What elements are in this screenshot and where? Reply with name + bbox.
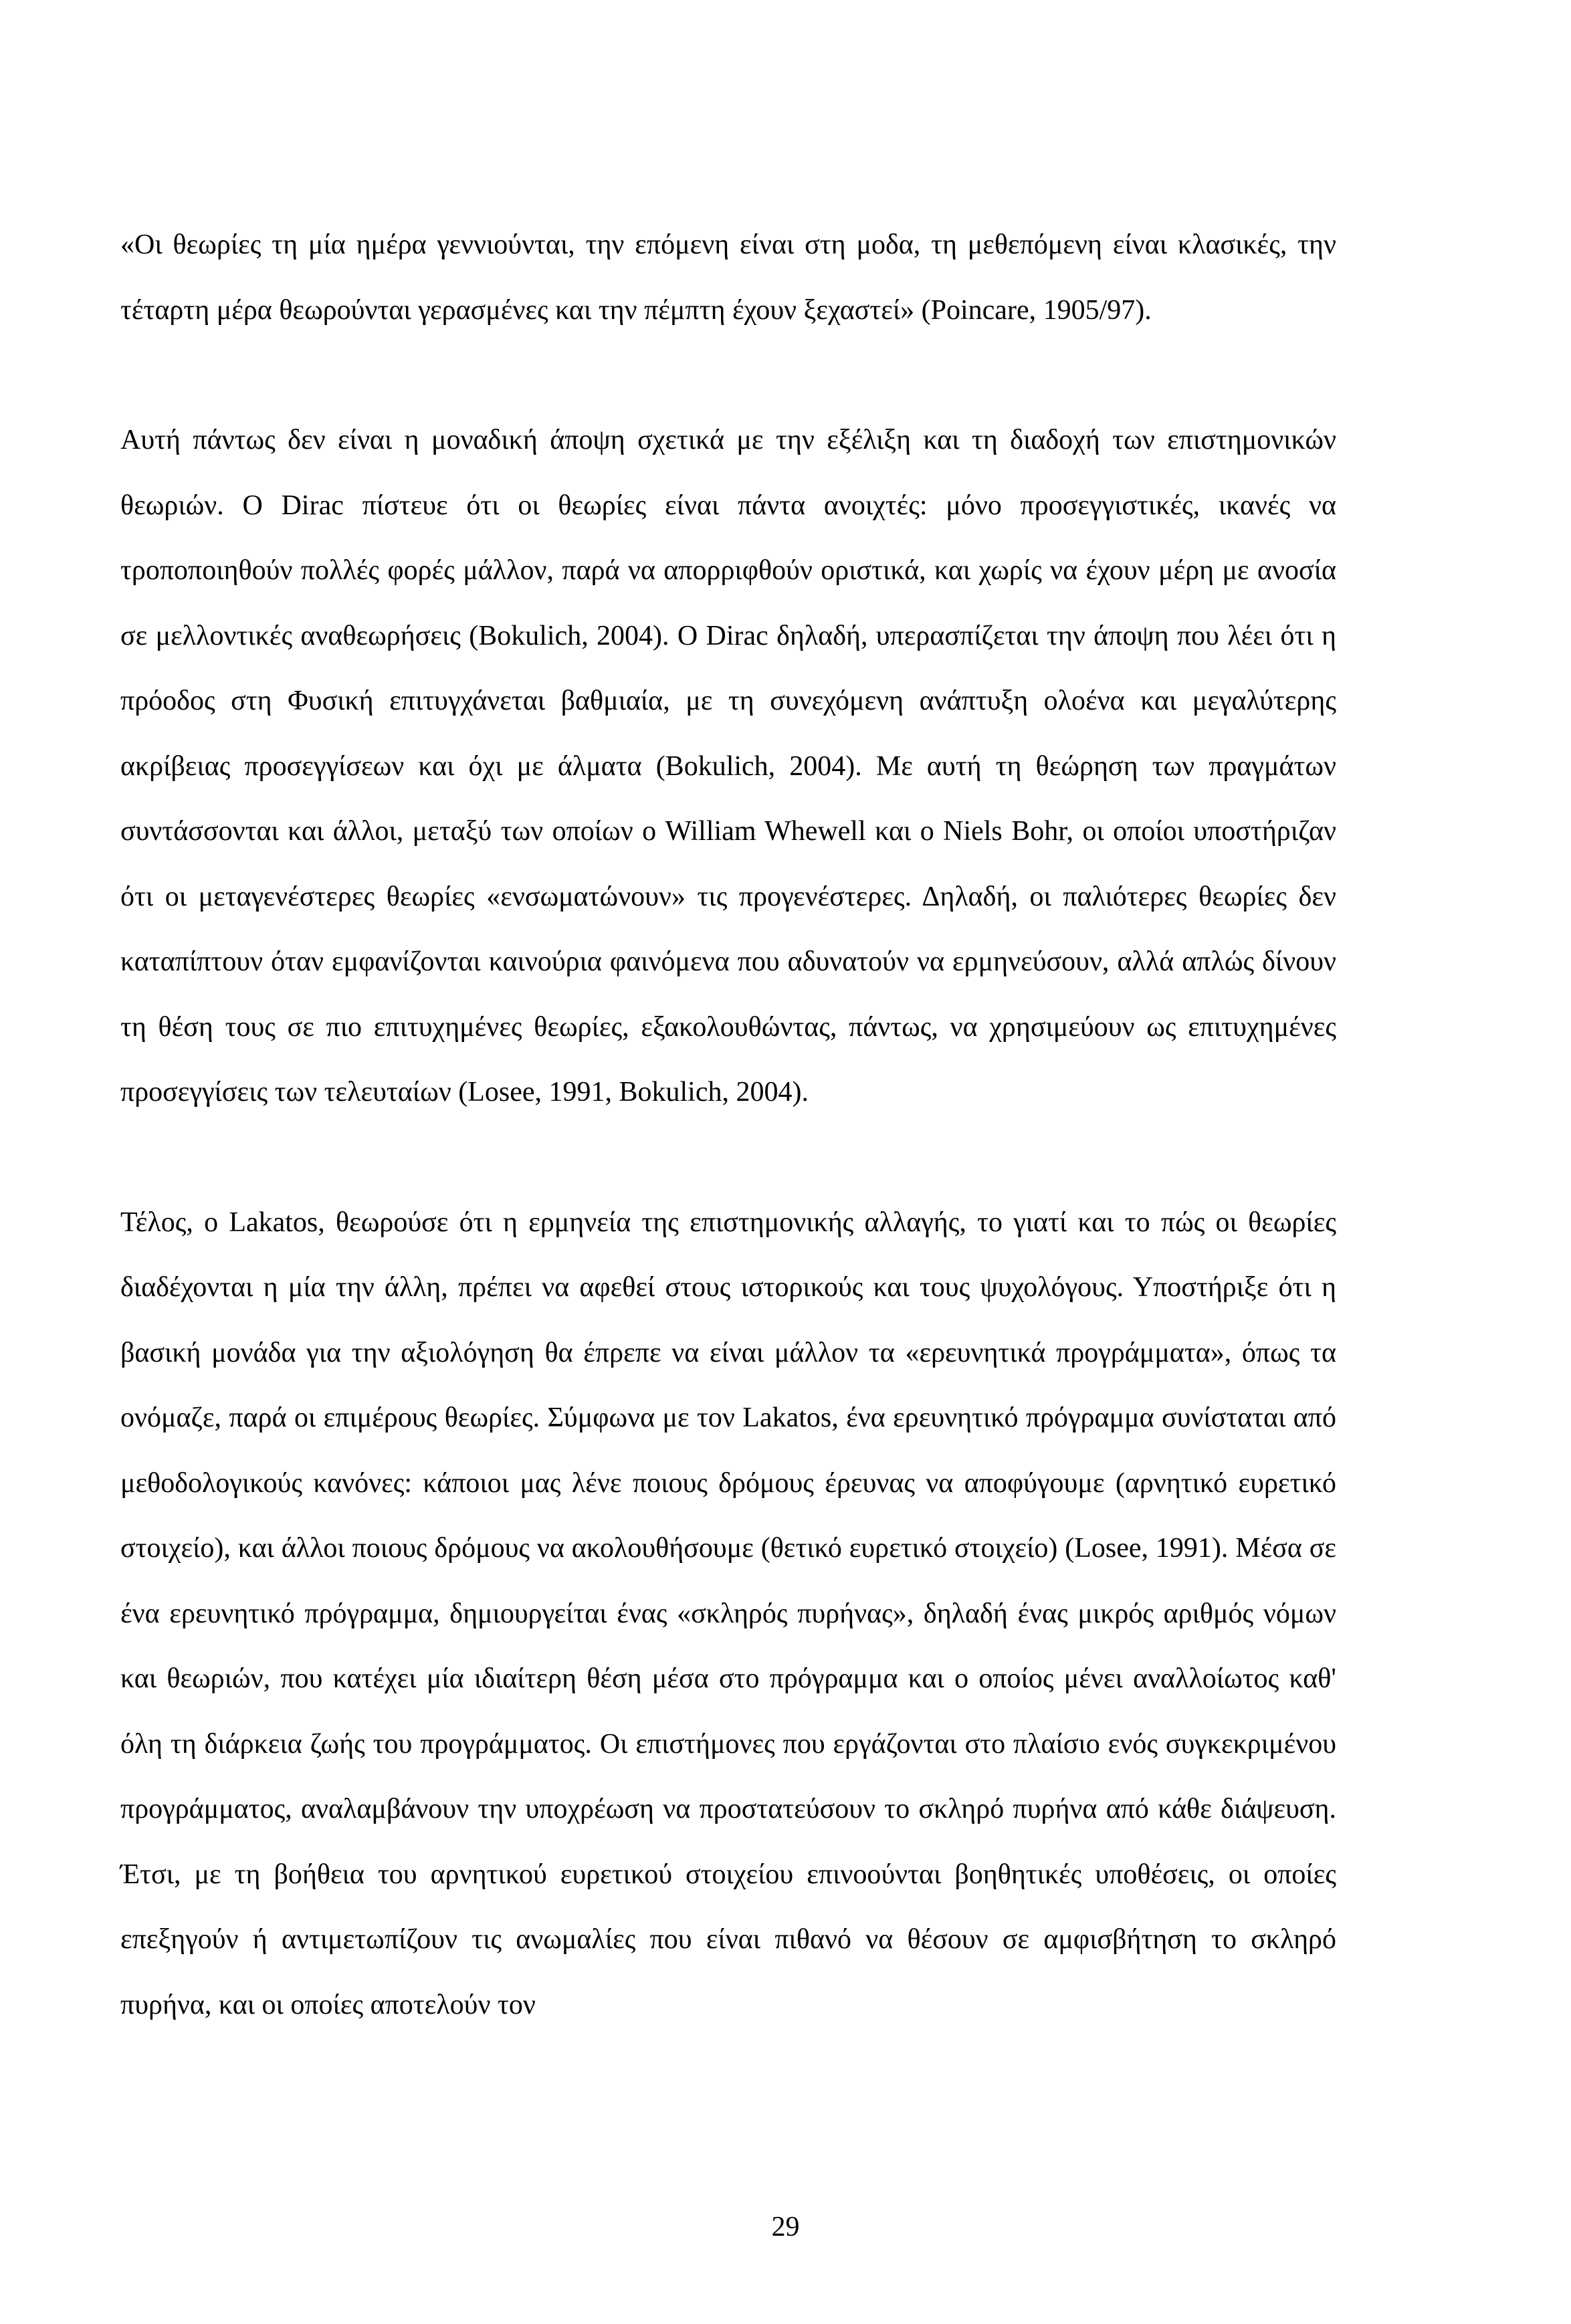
- paragraph-dirac: Αυτή πάντως δεν είναι η μοναδική άποψη σχετικά με την εξέλιξη και τη διαδοχή των επιστημονικών θεωριών. Ο Dirac πίστευε ότι οι θεωρίες είναι πάντα ανοιχτές: μόνο προσεγγιστικές, ικανές να τροποποιηθούν πολλές φορές μάλλον, παρά να απορριφθούν οριστικά, και χωρίς να έχουν μέρη με ανοσία σε μελλοντικές αναθεωρήσεις (Bokulich, 2004). Ο Dirac δηλαδή, υπερασπίζεται την άποψη που λέει ότι η πρόοδος στη Φυσική επιτυγχάνεται βαθμιαία, με τη συνεχόμενη ανάπτυξη ολοένα και μεγαλύτερης ακρίβειας προσεγγίσεων και όχι με άλματα (Bokulich, 2004). Με αυτή τη θεώρηση των πραγμάτων συντάσσονται και άλλοι, μεταξύ των οποίων ο William Whewell και ο Niels Bohr, οι οποίοι υποστήριζαν ότι οι μεταγενέστερες θεωρίες «ενσωματώνουν» τις προγενέστερες. Δηλαδή, οι παλιότερες θεωρίες δεν καταπίπτουν όταν εμφανίζονται καινούρια φαινόμενα που αδυνατούν να ερμηνεύσουν, αλλά απλώς δίνουν τη θέση τους σε πιο επιτυχημένες θεωρίες, εξακολουθώντας, πάντως, να χρησιμεύουν ως επιτυχημένες προσεγγίσεις των τελευταίων (Losee, 1991, Bokulich, 2004).: [120, 425, 1336, 1107]
- paragraph-lakatos: Τέλος, ο Lakatos, θεωρούσε ότι η ερμηνεία της επιστημονικής αλλαγής, το γιατί και το πώς οι θεωρίες διαδέχονται η μία την άλλη, πρέπει να αφεθεί στους ιστορικούς και τους ψυχολόγους. Υποστήριξε ότι η βασική μονάδα για την αξιολόγηση θα έπρεπε να είναι μάλλον τα «ερευνητικά προγράμματα», όπως τα ονόμαζε, παρά οι επιμέρους θεωρίες. Σύμφωνα με τον Lakatos, ένα ερευνητικό πρόγραμμα συνίσταται από μεθοδολογικούς κανόνες: κάποιοι μας λένε ποιους δρόμους έρευνας να αποφύγουμε (αρνητικό ευρετικό στοιχείο), και άλλοι ποιους δρόμους να ακολουθήσουμε (θετικό ευρετικό στοιχείο) (Losee, 1991). Μέσα σε ένα ερευνητικό πρόγραμμα, δημιουργείται ένας «σκληρός πυρήνας», δηλαδή ένας μικρός αριθμός νόμων και θεωριών, που κατέχει μία ιδιαίτερη θέση μέσα στο πρόγραμμα και ο οποίος μένει αναλλοίωτος καθ' όλη τη διάρκεια ζωής του προγράμματος. Οι επιστήμονες που εργάζονται στο πλαίσιο ενός συγκεκριμένου προγράμματος, αναλαμβάνουν την υποχρέωση να προστατεύσουν το σκληρό πυρήνα από κάθε διάψευση. Έτσι, με τη βοήθεια του αρνητικού ευρετικού στοιχείου επινοούνται βοηθητικές υποθέσεις, οι οποίες επεξηγούν ή αντιμετωπίζουν τις ανωμαλίες που είναι πιθανό να θέσουν σε αμφισβήτηση το σκληρό πυρήνα, και οι οποίες αποτελούν τον: [120, 1206, 1336, 2020]
- page-number: 29: [771, 2212, 800, 2242]
- body-text: [120, 213, 1336, 2038]
- quote-paragraph: «Οι θεωρίες τη μία ημέρα γεννιούνται, την επόμενη είναι στη μοδα, τη μεθεπόμενη είναι κλασικές, την τέταρτη μέρα θεωρούνται γερασμένες και την πέμπτη έχουν ξεχαστεί» (Poincare, 1905/97).: [120, 229, 1336, 326]
